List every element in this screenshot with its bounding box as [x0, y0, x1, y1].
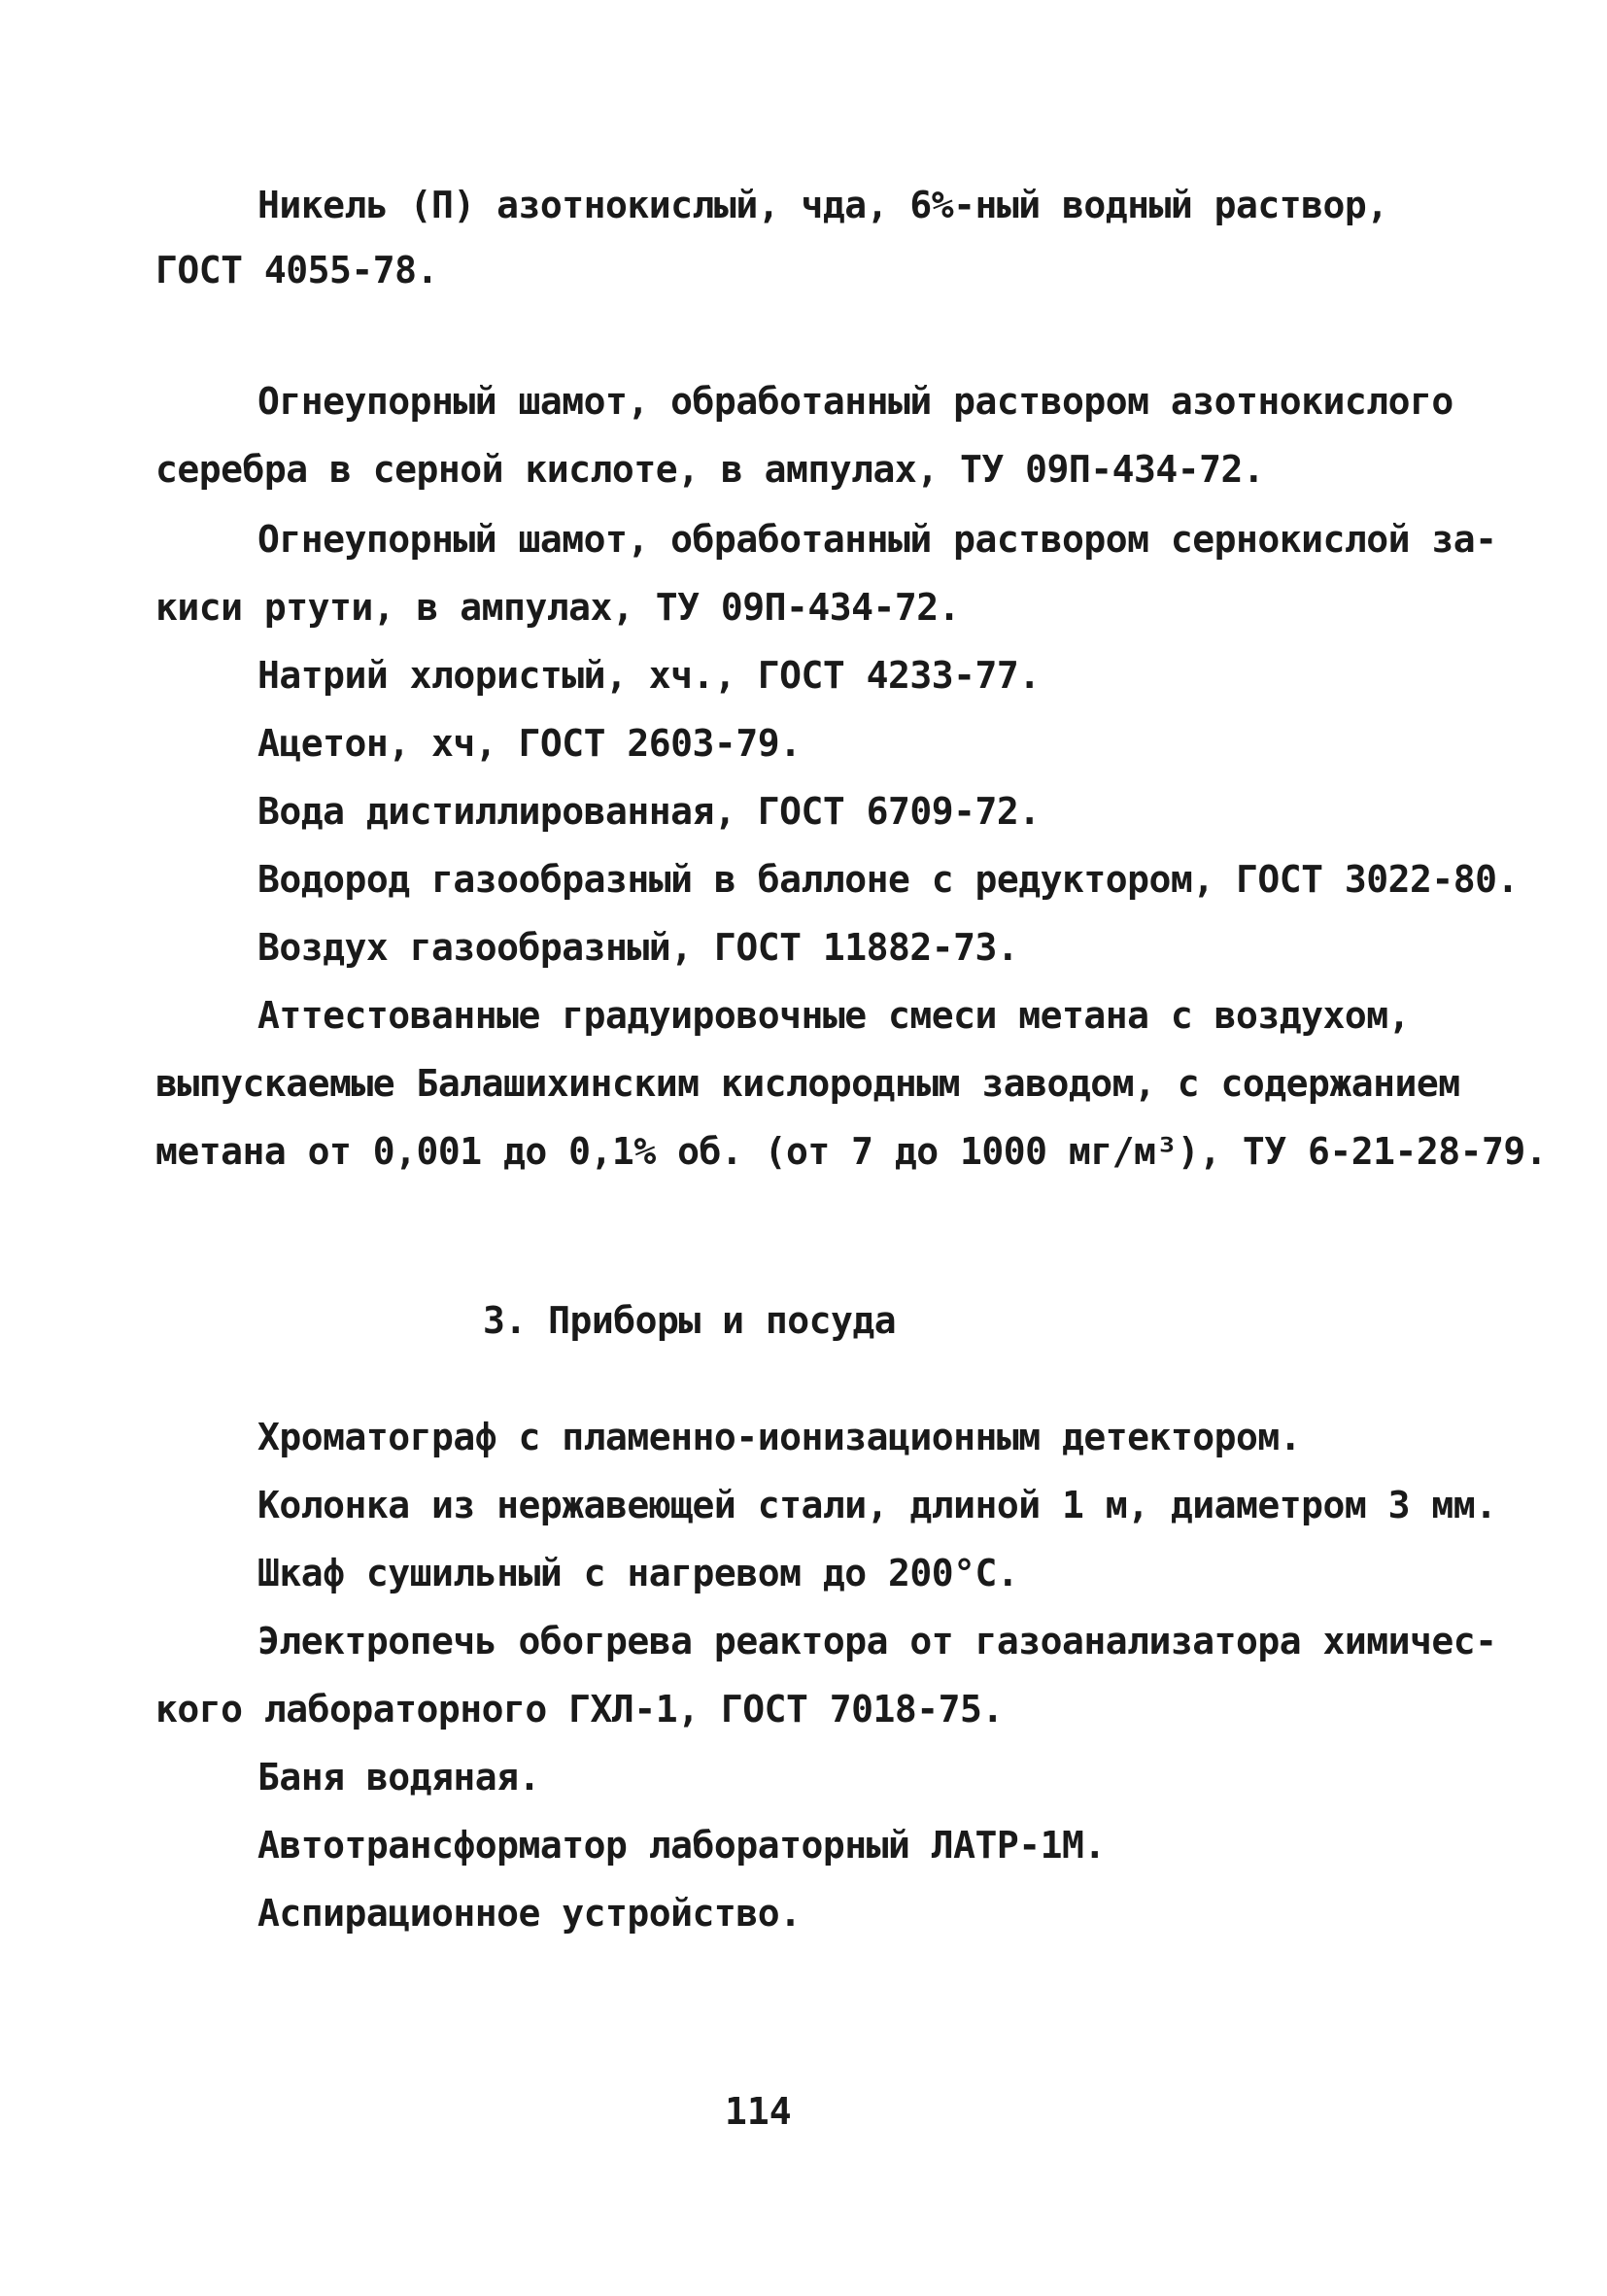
equipment-oven: Шкаф сушильный с нагревом до 200°С.	[257, 1552, 1019, 1594]
reagent-nickel-line-2: ГОСТ 4055-78.	[155, 249, 438, 291]
reagent-acetone: Ацетон, хч, ГОСТ 2603-79.	[257, 722, 802, 765]
reagent-mixtures-line-1: Аттестованные градуировочные смеси метана с воздухом,	[257, 994, 1411, 1037]
reagent-water: Вода дистиллированная, ГОСТ 6709-72.	[257, 790, 1041, 833]
reagent-nickel-line-1: Никель (П) азотнокислый, чда, 6%-ный водный раствор,	[257, 184, 1388, 226]
equipment-chromatograph: Хроматограф с пламенно-ионизационным детектором.	[257, 1416, 1302, 1458]
equipment-furnace-line-1: Электропечь обогрева реактора от газоанализатора химичес-	[257, 1620, 1497, 1662]
equipment-bath: Баня водяная.	[257, 1756, 540, 1799]
equipment-aspirator: Аспирационное устройство.	[257, 1892, 802, 1935]
reagent-air: Воздух газообразный, ГОСТ 11882-73.	[257, 926, 1019, 969]
reagent-chamotte-silver-line-2: серебра в серной кислоте, в ампулах, ТУ 09П-434-72.	[155, 448, 1265, 491]
equipment-furnace-line-2: кого лабораторного ГХЛ-1, ГОСТ 7018-75.	[155, 1688, 1004, 1731]
reagent-chamotte-mercury-line-2: киси ртути, в ампулах, ТУ 09П-434-72.	[155, 586, 960, 629]
page-number: 114	[725, 2090, 792, 2133]
reagent-hydrogen: Водород газообразный в баллоне с редуктором, ГОСТ 3022-80.	[257, 858, 1519, 901]
section-heading: 3. Приборы и посуда	[483, 1299, 897, 1342]
reagent-mixtures-line-3: метана от 0,001 до 0,1% об. (от 7 до 1000 мг/м³), ТУ 6-21-28-79.	[155, 1130, 1548, 1173]
equipment-autotransformer: Автотрансформатор лабораторный ЛАТР-1М.	[257, 1824, 1106, 1867]
reagent-chamotte-silver-line-1: Огнеупорный шамот, обработанный раствором азотнокислого	[257, 380, 1453, 423]
reagent-mixtures-line-2: выпускаемые Балашихинским кислородным заводом, с содержанием	[155, 1062, 1460, 1105]
reagent-chamotte-mercury-line-1: Огнеупорный шамот, обработанный раствором сернокислой за-	[257, 518, 1497, 561]
reagent-sodium-chloride: Натрий хлористый, хч., ГОСТ 4233-77.	[257, 654, 1041, 697]
equipment-column: Колонка из нержавеющей стали, длиной 1 м, диаметром 3 мм.	[257, 1484, 1497, 1526]
